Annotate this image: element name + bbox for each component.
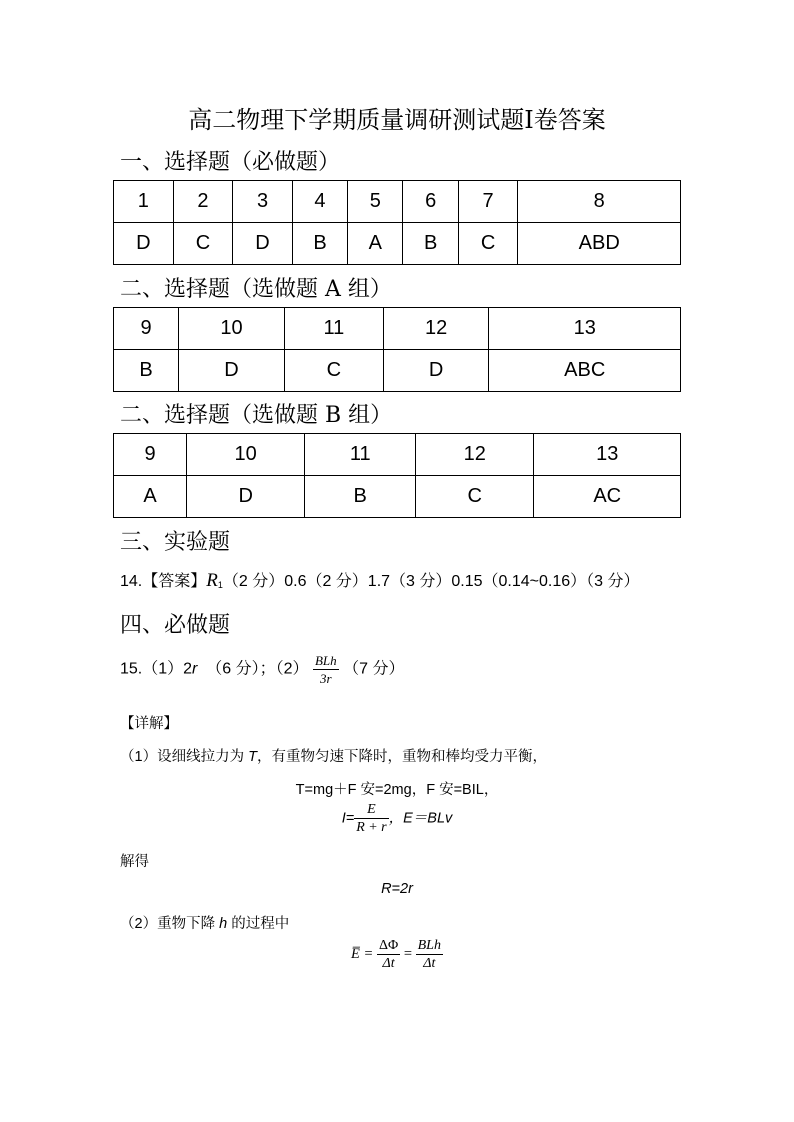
q15-part-a: 15.（1）2 (120, 660, 193, 678)
table-cell: 3 (233, 181, 293, 223)
equation-2-den: R + r (356, 820, 387, 835)
section2a-heading: 二、选择题（选做题 A 组） (120, 277, 392, 302)
table-cell: 13 (489, 308, 681, 350)
detail-text: 的过程中 (227, 916, 290, 932)
table-cell: D (114, 223, 174, 265)
equation-4 (0, 937, 794, 972)
q15-frac-den: 3r (320, 671, 332, 686)
table-cell: 1 (114, 181, 174, 223)
equation-4-equals: = (403, 945, 412, 962)
equation-4-fraction-1 (377, 937, 400, 972)
table-cell: 7 (458, 181, 518, 223)
equation-4-lhs: E̅ = (351, 945, 374, 962)
table-cell: B (305, 476, 416, 518)
q15-part-b: （6 分）；（2） (206, 660, 309, 678)
table-cell: B (114, 350, 179, 392)
table-cell: A (348, 223, 403, 265)
q15-frac-num: BLh (314, 653, 337, 668)
table-cell: B (403, 223, 458, 265)
table-row (114, 476, 681, 518)
detail-text: （2）重物下降 (120, 916, 220, 932)
detail-text: ，有重物匀速下降时，重物和棒均受力平衡， (256, 749, 547, 765)
section1-heading: 一、选择题（必做题） (120, 150, 341, 175)
q14-prefix: 14.【答案】 (120, 573, 207, 590)
solve-label: 解得 (120, 854, 149, 870)
table-cell: 4 (292, 181, 347, 223)
detail-symbol-t: T (248, 749, 257, 765)
table-cell: 10 (179, 308, 285, 350)
q14-rest: （2 分）0.6（2 分）1.7（3 分）0.15（0.14~0.16）（3 分） (222, 573, 640, 590)
table-row (114, 350, 681, 392)
table-cell: 5 (348, 181, 403, 223)
detail-label: 【详解】 (120, 716, 178, 732)
section1-table (113, 180, 681, 265)
table-cell: 2 (173, 181, 233, 223)
equation-2-rest: ，E＝BLv (388, 810, 453, 827)
table-cell: ABD (518, 223, 681, 265)
table-cell: 11 (305, 434, 416, 476)
table-cell: 9 (114, 308, 179, 350)
equation-3: R=2r (381, 881, 413, 897)
table-cell: 12 (383, 308, 489, 350)
table-cell: C (416, 476, 534, 518)
table-cell: C (173, 223, 233, 265)
equation-2-lhs: I= (341, 810, 355, 827)
q14-r-subscript: 1 (217, 580, 223, 590)
table-row (114, 181, 681, 223)
table-cell: 9 (114, 434, 187, 476)
section2a-table (113, 307, 681, 392)
table-row (114, 223, 681, 265)
table-cell: 13 (534, 434, 681, 476)
detail-text: （1）设细线拉力为 (120, 749, 249, 765)
equation-2-fraction (354, 801, 388, 836)
section2b-table (113, 433, 681, 518)
table-cell: AC (534, 476, 681, 518)
table-cell: C (284, 350, 383, 392)
table-cell: D (187, 476, 305, 518)
table-cell: A (114, 476, 187, 518)
table-cell: C (458, 223, 518, 265)
page-title: 高二物理下学期质量调研测试题Ⅰ卷答案 (188, 106, 606, 134)
equation-4-num1: ΔΦ (378, 938, 399, 953)
equation-4-fraction-2 (416, 937, 443, 972)
q15-r: r (192, 660, 198, 678)
table-cell: D (179, 350, 285, 392)
equation-1: T=mg＋F 安=2mg，F 安=BIL， (295, 782, 499, 798)
section4-heading: 四、必做题 (120, 613, 231, 638)
table-row (114, 434, 681, 476)
table-cell: 10 (187, 434, 305, 476)
table-cell: 12 (416, 434, 534, 476)
q14-r-symbol: R (206, 570, 218, 591)
table-cell: 11 (284, 308, 383, 350)
table-cell: 6 (403, 181, 458, 223)
q15-fraction (313, 652, 339, 687)
table-cell: ABC (489, 350, 681, 392)
q15-answer (120, 652, 404, 687)
equation-4-num2: BLh (417, 938, 441, 953)
equation-2-num: E (354, 801, 388, 819)
q15-part-c: （7 分） (343, 660, 405, 678)
equation-4-den2: Δt (423, 956, 436, 971)
detail-paragraph-2 (120, 912, 289, 933)
table-cell: 8 (518, 181, 681, 223)
q14-answer (120, 568, 640, 592)
equation-4-den1: Δt (382, 956, 395, 971)
table-cell: D (383, 350, 489, 392)
section3-heading: 三、实验题 (120, 530, 231, 555)
detail-symbol-h: h (219, 916, 228, 932)
table-cell: B (292, 223, 347, 265)
section2b-heading: 二、选择题（选做题 B 组） (120, 403, 393, 428)
detail-paragraph-1 (120, 745, 547, 766)
equation-2 (0, 801, 794, 836)
table-cell: D (233, 223, 293, 265)
table-row (114, 308, 681, 350)
